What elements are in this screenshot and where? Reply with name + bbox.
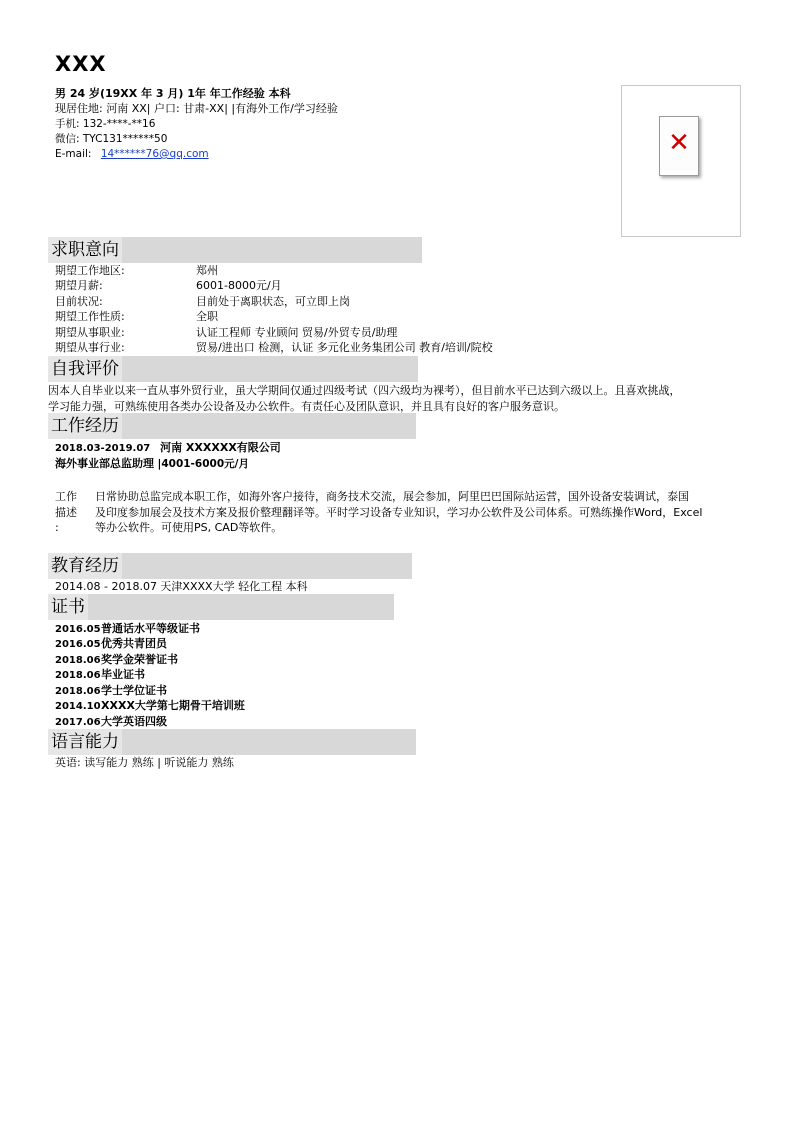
work-desc-line-3: 等办公软件。可使用PS, CAD等软件。 xyxy=(95,521,283,534)
intent-value: 认证工程师 专业顾问 贸易/外贸专员/助理 xyxy=(196,326,398,339)
certificate-name: XXXX大学第七期骨干培训班 xyxy=(101,699,245,712)
section-title-certificates: 证书 xyxy=(48,594,88,620)
email-row xyxy=(55,147,209,163)
work-position-row xyxy=(55,456,249,472)
work-salary: |4001-6000元/月 xyxy=(157,458,249,470)
language-line: 英语: 读写能力 熟练 | 听说能力 熟练 xyxy=(55,756,234,769)
certificate-name: 优秀共青团员 xyxy=(101,637,167,650)
work-period-company xyxy=(55,440,281,456)
work-desc-line-1: 日常协助总监完成本职工作，如海外客户接待，商务技术交流，展会参加，阿里巴巴国际站运营，国外设备安装调试，泰国 xyxy=(95,490,689,503)
wechat-label: 微信: xyxy=(55,133,80,145)
certificate-item xyxy=(55,683,167,699)
section-title-self-eval: 自我评价 xyxy=(48,356,122,382)
certificate-item xyxy=(55,698,245,714)
intent-value: 郑州 xyxy=(196,264,218,277)
intent-value: 6001-8000元/月 xyxy=(196,279,282,292)
intent-value: 贸易/进出口 检测，认证 多元化业务集团公司 教育/培训/院校 xyxy=(196,341,493,354)
certificate-date: 2014.10 xyxy=(55,701,101,712)
education-line: 2014.08 - 2018.07 天津XXXX大学 轻化工程 本科 xyxy=(55,580,308,593)
certificate-name: 大学英语四级 xyxy=(101,715,167,728)
work-desc-label-1: 工作 xyxy=(55,490,77,503)
basic-info: 男 24 岁(19XX 年 3 月) 1年 年工作经验 本科 xyxy=(55,87,291,100)
certificate-name: 学士学位证书 xyxy=(101,684,167,697)
candidate-name: XXX xyxy=(55,52,107,76)
section-bar-certificates xyxy=(48,594,394,620)
certificate-name: 毕业证书 xyxy=(101,668,145,681)
wechat-value: TYC131******50 xyxy=(82,133,168,145)
wechat-row xyxy=(55,132,167,148)
residence-info: 现居住地: 河南 XX| 户口: 甘肃-XX| |有海外工作/学习经验 xyxy=(55,102,338,115)
email-link[interactable]: 14******76@qq.com xyxy=(100,148,209,160)
work-position: 海外事业部总监助理 xyxy=(55,457,154,470)
certificate-name: 普通话水平等级证书 xyxy=(101,622,200,635)
section-title-language: 语言能力 xyxy=(48,729,122,755)
certificate-date: 2017.06 xyxy=(55,717,101,728)
certificate-name: 奖学金荣誉证书 xyxy=(101,653,178,666)
phone-row xyxy=(55,117,155,133)
work-desc-label-3: : xyxy=(55,521,59,534)
certificate-item xyxy=(55,667,145,683)
certificate-date: 2018.06 xyxy=(55,670,101,681)
certificate-item xyxy=(55,714,167,730)
section-title-work: 工作经历 xyxy=(48,413,122,439)
self-eval-line-1: 因本人自毕业以来一直从事外贸行业，虽大学期间仅通过四级考试（四六级均为裸考），但目前水平已达到六级以上。且喜欢挑战， xyxy=(48,384,681,397)
intent-label: 期望工作性质: xyxy=(55,310,125,323)
certificate-date: 2016.05 xyxy=(55,639,101,650)
broken-image-x: ✕ xyxy=(668,128,690,158)
certificate-date: 2016.05 xyxy=(55,624,101,635)
broken-image-icon xyxy=(659,116,699,176)
certificate-date: 2018.06 xyxy=(55,655,101,666)
intent-label: 目前状况: xyxy=(55,295,103,308)
certificate-item xyxy=(55,621,200,637)
section-title-job-intent: 求职意向 xyxy=(48,237,122,263)
work-company: 河南 XXXXXX有限公司 xyxy=(160,441,281,454)
phone-label: 手机: xyxy=(55,118,80,130)
section-title-education: 教育经历 xyxy=(48,553,122,579)
work-desc-line-2: 及印度参加展会及技术方案及报价整理翻译等。平时学习设备专业知识，学习办公软件及公司体系。可熟练操作Word，Excel xyxy=(95,506,703,519)
certificate-item xyxy=(55,636,167,652)
email-label: E-mail: xyxy=(55,148,92,160)
intent-label: 期望从事职业: xyxy=(55,326,125,339)
certificate-date: 2018.06 xyxy=(55,686,101,697)
phone-value: 132-****-**16 xyxy=(82,118,156,130)
self-eval-line-2: 学习能力强，可熟练使用各类办公设备及办公软件。有责任心及团队意识，并且具有良好的客户服务意识。 xyxy=(48,400,565,413)
intent-label: 期望工作地区: xyxy=(55,264,125,277)
intent-label: 期望从事行业: xyxy=(55,341,125,354)
intent-label: 期望月薪: xyxy=(55,279,103,292)
certificate-item xyxy=(55,652,178,668)
work-period: 2018.03-2019.07 xyxy=(55,443,151,454)
intent-value: 全职 xyxy=(196,310,218,323)
intent-value: 目前处于离职状态，可立即上岗 xyxy=(196,295,350,308)
work-desc-label-2: 描述 xyxy=(55,506,77,519)
